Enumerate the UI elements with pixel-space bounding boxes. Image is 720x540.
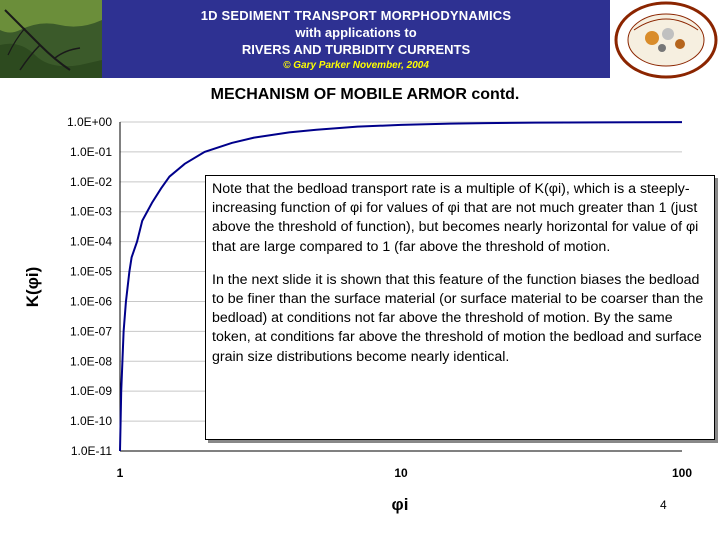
slide-title: MECHANISM OF MOBILE ARMOR contd.: [210, 86, 520, 103]
y-tick-label: 1.0E-09: [69, 384, 112, 399]
y-axis-label: K(φi): [23, 266, 42, 308]
y-tick-label: 1.0E-03: [69, 204, 112, 219]
x-tick-labels: [117, 466, 693, 480]
y-tick-label: 1.0E-11: [70, 444, 112, 458]
y-tick-label: 1.0E-01: [69, 144, 112, 159]
y-tick-label: 1.0E-05: [69, 264, 112, 279]
y-tick-label: 1.0E-04: [69, 234, 112, 249]
x-tick-label: 100: [671, 466, 693, 480]
y-tick-label: 1.0E+00: [66, 115, 112, 129]
x-axis-label: φi: [391, 495, 409, 514]
explanation-textbox: [205, 175, 715, 440]
y-tick-label: 1.0E-02: [69, 174, 112, 189]
copyright-notice: © Gary Parker November, 2004: [283, 60, 429, 71]
y-tick-label: 1.0E-10: [69, 414, 112, 429]
y-tick-label: 1.0E-08: [69, 354, 112, 369]
course-title-line3: RIVERS AND TURBIDITY CURRENTS: [241, 42, 471, 57]
y-tick-label: 1.0E-07: [69, 324, 112, 339]
note-paragraph-1: Note that the bedload transport rate is a multiple of K(φi), which is a steeply-increasing function of φi for values of φi that are not much greater than 1 (just above the threshold of function), but becomes nearly horizontal for value of φi that are large compared to 1 (far above the threshold of motion.: [212, 181, 699, 255]
x-tick-label: 10: [394, 466, 408, 480]
page-number: 4: [660, 498, 667, 512]
x-tick-label: 1: [116, 466, 124, 480]
course-title-line2: with applications to: [295, 25, 417, 40]
y-tick-labels: [67, 115, 112, 458]
note-paragraph-2: In the next slide it is shown that this feature of the function biases the bedload to be finer than the surface material (or surface material to be coarser than the bedload) at conditions not far above the threshold of motion. By the same token, at conditions far above the threshold of motion the bedload and surface grain size distributions become nearly identical.: [212, 271, 704, 365]
y-tick-label: 1.0E-06: [69, 294, 112, 309]
course-title-line1: 1D SEDIMENT TRANSPORT MORPHODYNAMICS: [200, 8, 512, 23]
